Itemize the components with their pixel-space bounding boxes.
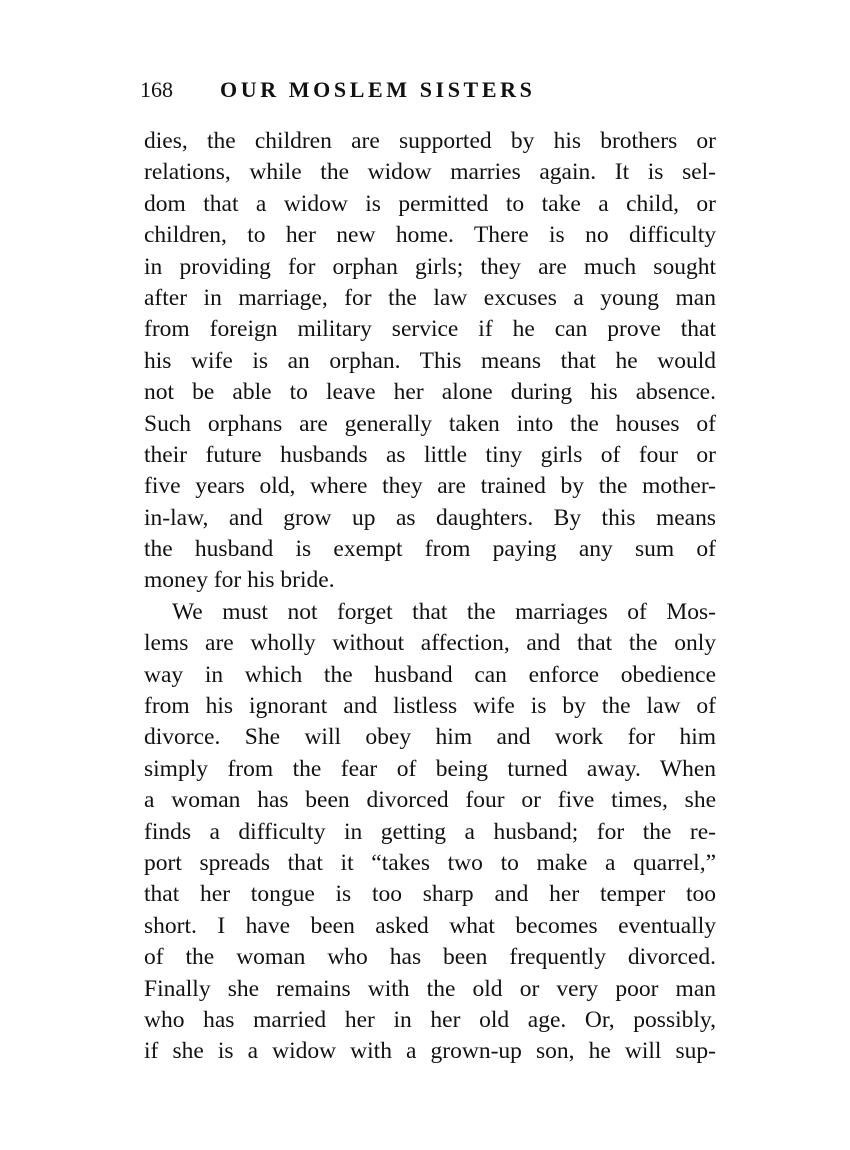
text-line: from his ignorant and listless wife is by the law of (144, 693, 716, 720)
text-line: their future husbands as little tiny girls of four or (144, 441, 716, 468)
text-line: dies, the children are supported by his brothers or (144, 128, 716, 154)
text-line: his wife is an orphan. This means that he would (144, 347, 716, 374)
text-line: children, to her new home. There is no difficulty (144, 222, 716, 249)
body-text (144, 126, 716, 1068)
text-line: Such orphans are generally taken into the houses of (144, 410, 716, 437)
text-line: the husband is exempt from paying any sum of (144, 536, 716, 563)
text-line: five years old, where they are trained by the mother- (144, 473, 716, 500)
text-line: a woman has been divorced four or five times, she (144, 787, 716, 814)
text-line: in-law, and grow up as daughters. By this means (144, 504, 716, 531)
book-title: OUR MOSLEM SISTERS (220, 77, 536, 102)
text-line: who has married her in her old age. Or, possibly, (144, 1006, 716, 1033)
text-line: short. I have been asked what becomes eventually (144, 912, 716, 939)
text-line: divorce. She will obey him and work for him (144, 724, 716, 751)
text-line: dom that a widow is permitted to take a child, or (144, 190, 716, 217)
text-line: Finally she remains with the old or very poor man (144, 975, 716, 1002)
running-head (140, 74, 720, 106)
text-line: finds a difficulty in getting a husband; for the re- (144, 818, 716, 845)
text-line: if she is a widow with a grown-up son, he will sup- (144, 1038, 716, 1065)
page-number: 168 (140, 77, 173, 102)
text-line: from foreign military service if he can prove that (144, 316, 716, 343)
text-line: simply from the fear of being turned away. When (144, 755, 716, 782)
text-line: relations, while the widow marries again. It is sel- (144, 159, 716, 186)
text-line: in providing for orphan girls; they are much sought (144, 253, 716, 280)
text-line: of the woman who has been frequently divorced. (144, 944, 716, 971)
paragraph-last-line: money for his bride. (144, 567, 335, 594)
text-line: way in which the husband can enforce obedience (144, 661, 716, 688)
text-line: after in marriage, for the law excuses a young man (144, 284, 716, 311)
text-line: not be able to leave her alone during his absence. (144, 379, 716, 406)
text-line: port spreads that it “takes two to make a quarrel,” (144, 849, 716, 876)
paragraph-first-line: We must not forget that the marriages of Mos- (172, 598, 716, 625)
text-line: lems are wholly without affection, and that the only (144, 630, 716, 657)
text-line: that her tongue is too sharp and her temper too (144, 881, 716, 908)
